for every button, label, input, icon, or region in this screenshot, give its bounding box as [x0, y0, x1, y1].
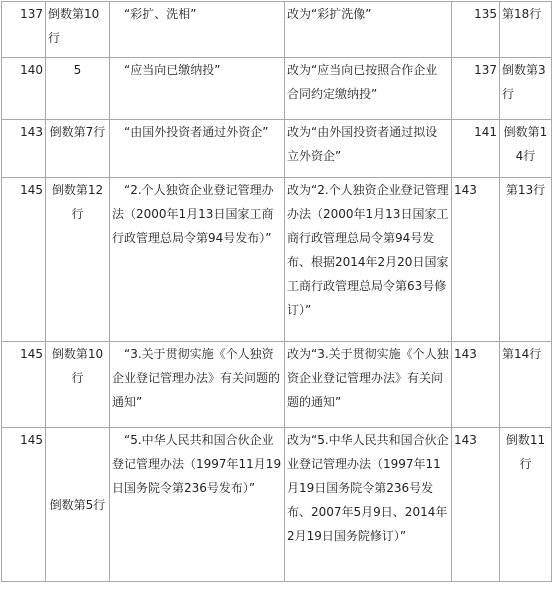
errata-table-body [2, 2, 552, 582]
new-line-cell: 第13行 [500, 178, 552, 342]
new-line-cell: 第14行 [500, 342, 552, 428]
original-text-cell: “彩扩、洗相” [110, 2, 285, 58]
table-row [2, 120, 552, 178]
correction-text-cell: 改为“3.关于贯彻实施《个人独资企业登记管理办法》有关问题的通知” [285, 342, 452, 428]
correction-text-cell: 改为“应当向已按照合作企业合同约定缴纳投” [285, 58, 452, 120]
new-line-cell: 倒数11行 [500, 428, 552, 582]
new-page-cell: 141 [452, 120, 500, 178]
orig-line-cell: 倒数第7行 [46, 120, 110, 178]
correction-text-cell: 改为“由外国投资者通过拟设立外资企” [285, 120, 452, 178]
orig-page-cell: 143 [2, 120, 46, 178]
new-line-cell: 倒数第3行 [500, 58, 552, 120]
orig-page-cell: 145 [2, 178, 46, 342]
original-text-cell: “应当向已缴纳投” [110, 58, 285, 120]
table-row [2, 2, 552, 58]
orig-line-cell: 倒数第10行 [46, 342, 110, 428]
table-row [2, 58, 552, 120]
original-text-cell: “由国外投资者通过外资企” [110, 120, 285, 178]
orig-page-cell: 145 [2, 342, 46, 428]
orig-line-cell: 倒数第5行 [46, 428, 110, 582]
correction-text-cell: 改为“5.中华人民共和国合伙企业登记管理办法（1997年11月19日国务院令第236号发布、2007年5月9日、2014年2月19日国务院修订）” [285, 428, 452, 582]
orig-page-cell: 140 [2, 58, 46, 120]
new-line-cell: 倒数第14行 [500, 120, 552, 178]
table-row [2, 178, 552, 342]
new-page-cell: 143 [452, 178, 500, 342]
original-text-cell: “3.关于贯彻实施《个人独资企业登记管理办法》有关问题的通知” [110, 342, 285, 428]
orig-page-cell: 137 [2, 2, 46, 58]
correction-text-cell: 改为“彩扩洗像” [285, 2, 452, 58]
original-text-cell: “2.个人独资企业登记管理办法（2000年1月13日国家工商行政管理总局令第94号发布）” [110, 178, 285, 342]
new-line-cell: 第18行 [500, 2, 552, 58]
correction-text-cell: 改为“2.个人独资企业登记管理办法（2000年1月13日国家工商行政管理总局令第94号发布、根据2014年2月20日国家工商行政管理总局令第63号修订）” [285, 178, 452, 342]
orig-page-cell: 145 [2, 428, 46, 582]
original-text-cell: “5.中华人民共和国合伙企业登记管理办法（1997年11月19日国务院令第236号发布）” [110, 428, 285, 582]
new-page-cell: 137 [452, 58, 500, 120]
errata-table [1, 1, 552, 582]
new-page-cell: 143 [452, 342, 500, 428]
new-page-cell: 143 [452, 428, 500, 582]
orig-line-cell: 倒数第10行 [46, 2, 110, 58]
table-row [2, 428, 552, 582]
orig-line-cell: 倒数第12行 [46, 178, 110, 342]
table-row [2, 342, 552, 428]
orig-line-cell: 5 [46, 58, 110, 120]
new-page-cell: 135 [452, 2, 500, 58]
